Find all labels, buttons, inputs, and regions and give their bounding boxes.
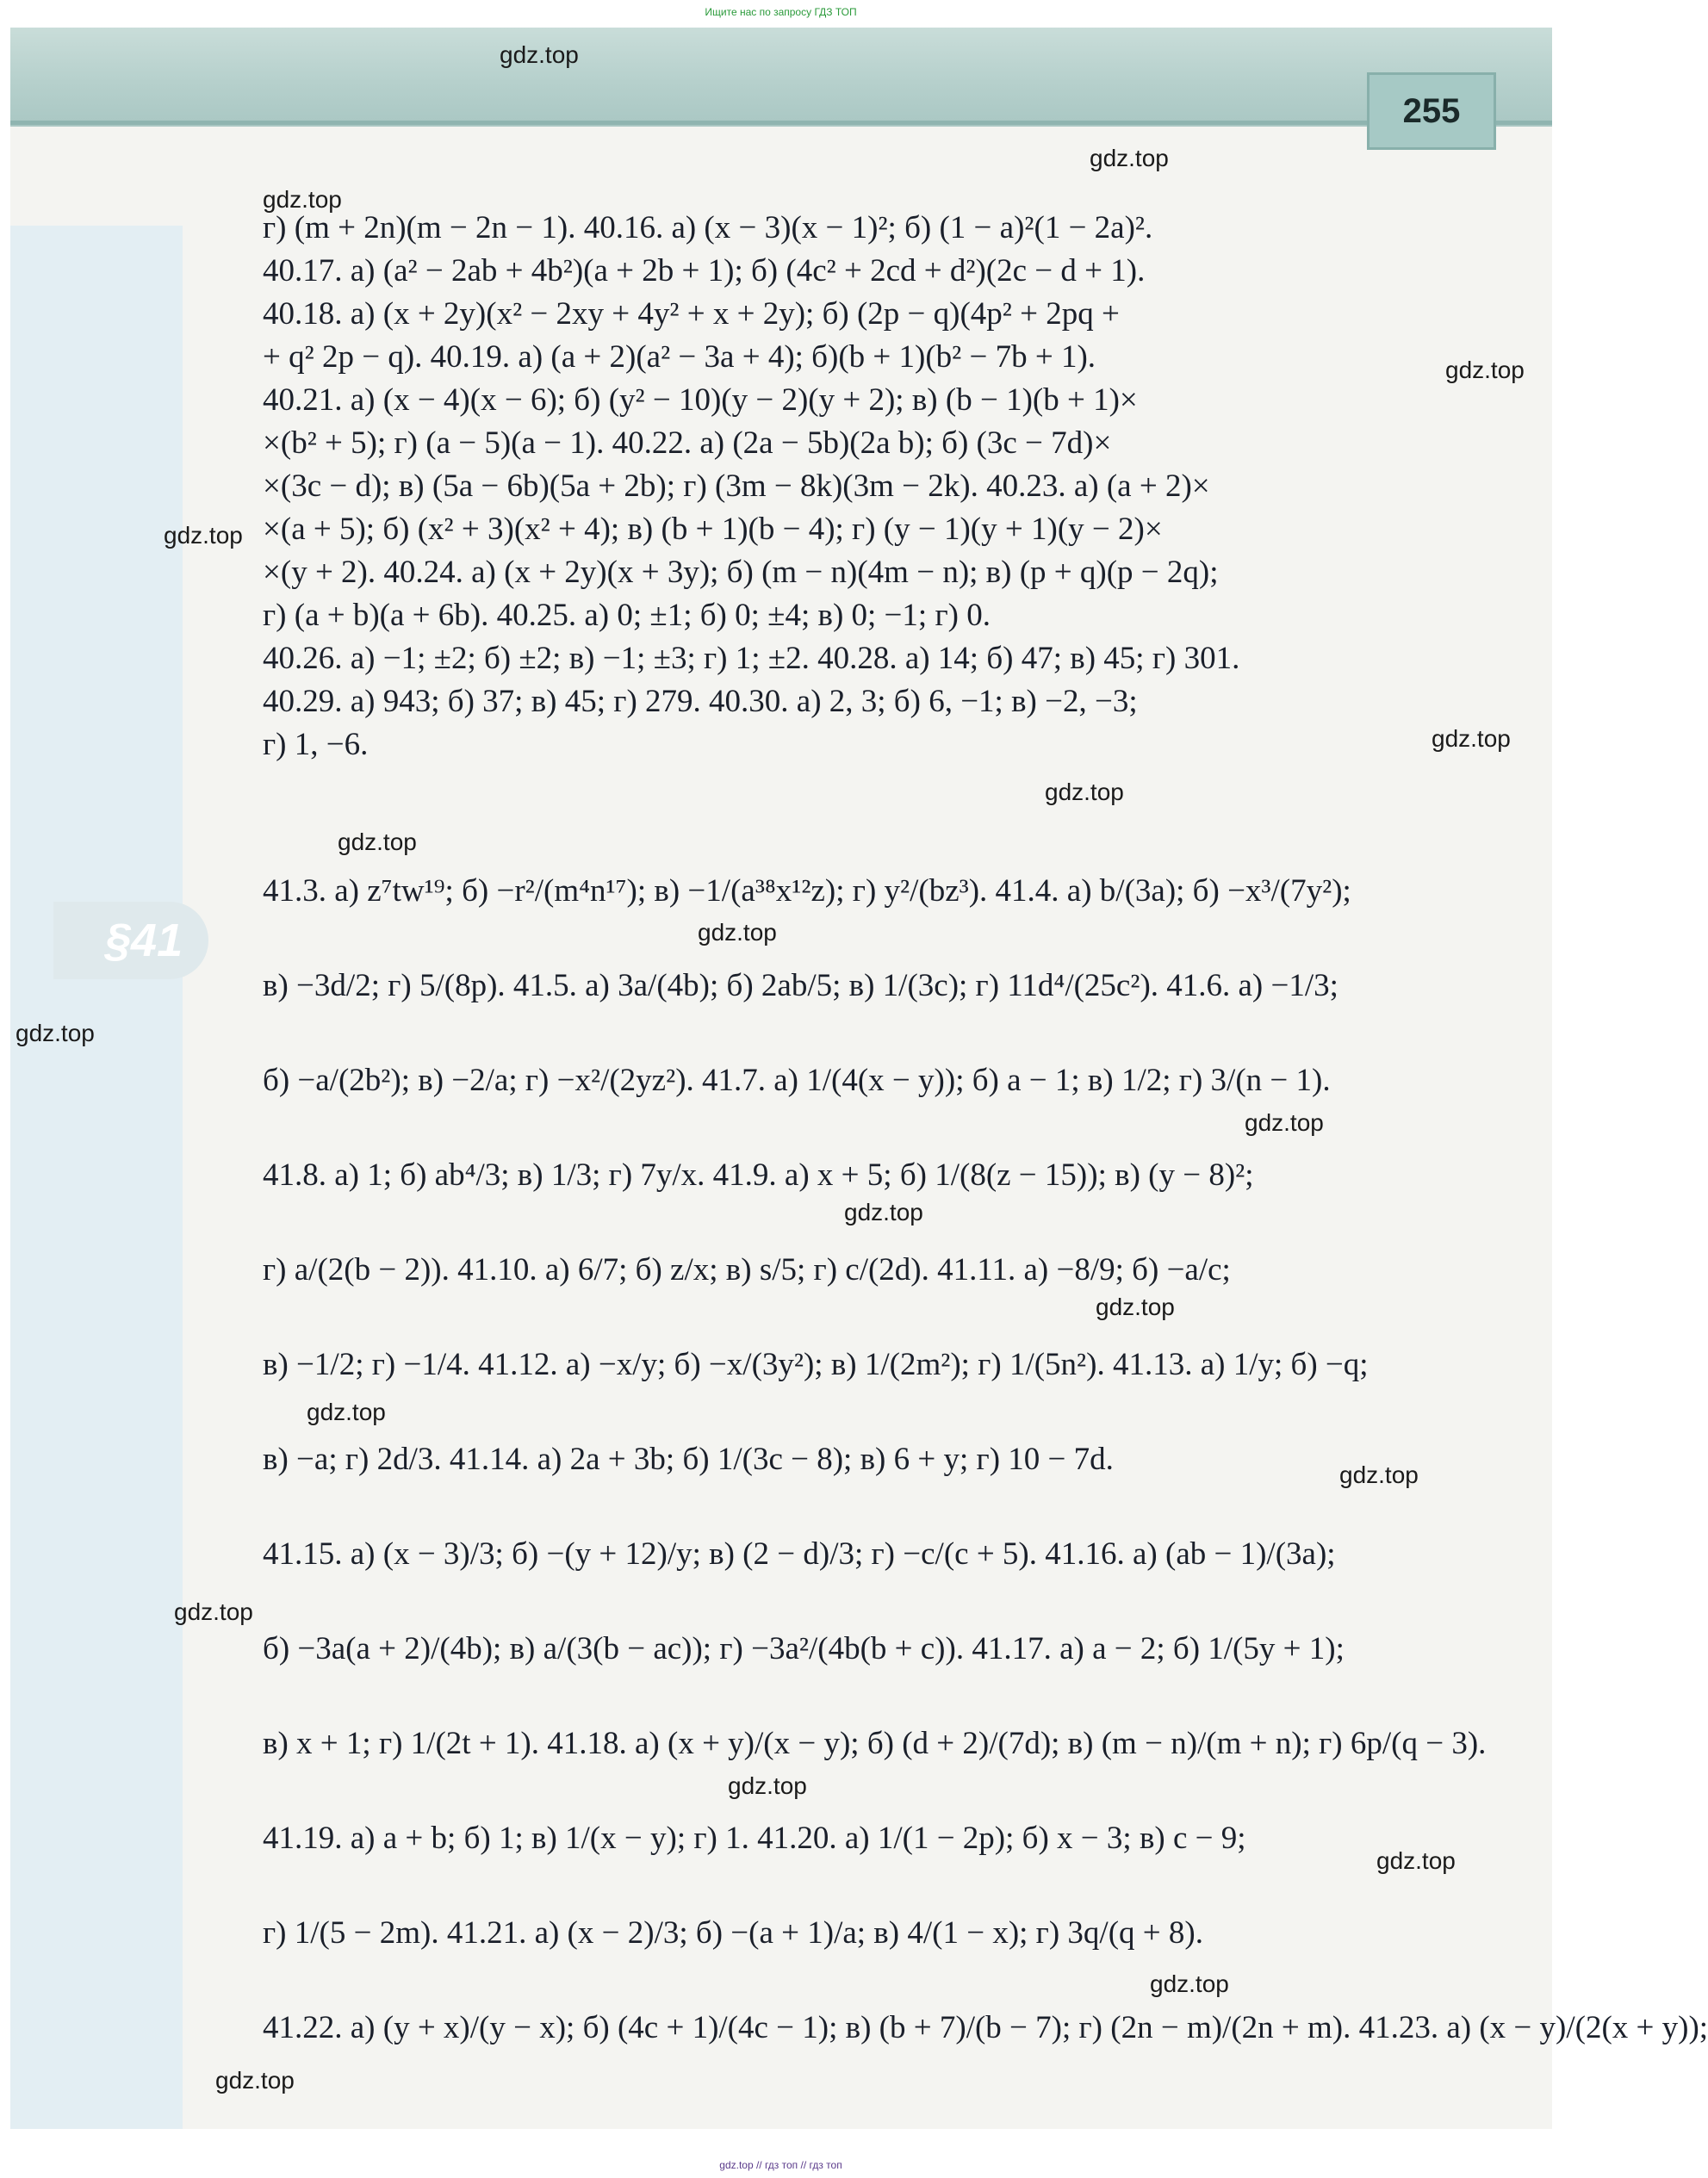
watermark: gdz.top xyxy=(1096,1294,1175,1320)
answer-line: 40.29. а) 943; б) 37; в) 45; г) 279. 40.30. а) 2, 3; б) 6, −1; в) −2, −3; xyxy=(263,684,1138,719)
watermark: gdz.top xyxy=(698,919,777,946)
bottom-banner[interactable]: gdz.top // гдз топ // гдз топ xyxy=(719,2159,842,2171)
answer-line: в) −3d/2; г) 5/(8p). 41.5. а) 3a/(4b); б) 2ab/5; в) 1/(3c); г) 11d⁴/(25c²). 41.6. а) −1/3; xyxy=(263,968,1338,1003)
watermark: gdz.top xyxy=(1245,1109,1324,1136)
side-margin-band xyxy=(10,226,183,2129)
answer-line: 41.3. а) z⁷tw¹⁹; б) −r²/(m⁴n¹⁷); в) −1/(a³⁸x¹²z); г) y²/(bz³). 41.4. а) b/(3a); б) −x³/(7y²); xyxy=(263,873,1351,909)
answer-line: 41.8. а) 1; б) ab⁴/3; в) 1/3; г) 7y/x. 41.9. а) x + 5; б) 1/(8(z − 15)); в) (y − 8)²; xyxy=(263,1157,1254,1193)
watermark: gdz.top xyxy=(16,1020,95,1046)
watermark: gdz.top xyxy=(307,1399,386,1425)
watermark: gdz.top xyxy=(1376,1847,1456,1874)
page-number: 255 xyxy=(1367,72,1496,150)
answer-line: 40.17. а) (a² − 2ab + 4b²)(a + 2b + 1); б) (4c² + 2cd + d²)(2c − d + 1). xyxy=(263,253,1146,289)
answer-line: г) 1, −6. xyxy=(263,727,369,762)
answer-line: ×(y + 2). 40.24. а) (x + 2y)(x + 3y); б) (m − n)(4m − n); в) (p + q)(p − 2q); xyxy=(263,555,1219,590)
watermark: gdz.top xyxy=(844,1199,923,1226)
answer-line: 40.26. а) −1; ±2; б) ±2; в) −1; ±3; г) 1; ±2. 40.28. а) 14; б) 47; в) 45; г) 301. xyxy=(263,641,1240,676)
watermark: gdz.top xyxy=(1432,725,1511,752)
watermark: gdz.top xyxy=(1339,1461,1419,1488)
header-band xyxy=(10,28,1552,127)
watermark: gdz.top xyxy=(1150,1970,1229,1997)
watermark: gdz.top xyxy=(1090,145,1169,171)
answer-line: + q² 2p − q). 40.19. а) (a + 2)(a² − 3a + 4); б)(b + 1)(b² − 7b + 1). xyxy=(263,339,1096,375)
watermark: gdz.top xyxy=(500,41,579,68)
watermark: gdz.top xyxy=(1045,779,1124,805)
answer-line: 41.15. а) (x − 3)/3; б) −(y + 12)/y; в) (2 − d)/3; г) −c/(c + 5). 41.16. а) (ab − 1)/(3a); xyxy=(263,1536,1336,1572)
answer-line: 40.18. а) (x + 2y)(x² − 2xy + 4y² + x + 2y); б) (2p − q)(4p² + 2pq + xyxy=(263,296,1120,332)
answer-line: г) (m + 2n)(m − 2n − 1). 40.16. а) (x − 3)(x − 1)²; б) (1 − a)²(1 − 2a)². xyxy=(263,210,1153,245)
answer-line: г) a/(2(b − 2)). 41.10. а) 6/7; б) z/x; в) s/5; г) c/(2d). 41.11. а) −8/9; б) −a/c; xyxy=(263,1252,1231,1288)
answer-line: ×(b² + 5); г) (a − 5)(a − 1). 40.22. а) (2a − 5b)(2a b); б) (3c − 7d)× xyxy=(263,425,1112,461)
watermark: gdz.top xyxy=(215,2067,295,2094)
answer-line: 40.21. а) (x − 4)(x − 6); б) (y² − 10)(y − 2)(y + 2); в) (b − 1)(b + 1)× xyxy=(263,382,1138,418)
watermark: gdz.top xyxy=(1445,357,1525,383)
answer-line: в) −a; г) 2d/3. 41.14. а) 2a + 3b; б) 1/(3c − 8); в) 6 + y; г) 10 − 7d. xyxy=(263,1442,1114,1477)
answer-line: 41.19. а) a + b; б) 1; в) 1/(x − y); г) 1. 41.20. а) 1/(1 − 2p); б) x − 3; в) c − 9; xyxy=(263,1821,1246,1856)
answer-line: г) (a + b)(a + 6b). 40.25. а) 0; ±1; б) 0; ±4; в) 0; −1; г) 0. xyxy=(263,598,991,633)
watermark: gdz.top xyxy=(338,828,417,855)
answer-line: б) −3a(a + 2)/(4b); в) a/(3(b − ac)); г) −3a²/(4b(b + c)). 41.17. а) a − 2; б) 1/(5y + 1); xyxy=(263,1631,1345,1666)
top-banner[interactable]: Ищите нас по запросу ГДЗ ТОП xyxy=(705,6,857,18)
answer-line: г) 1/(5 − 2m). 41.21. а) (x − 2)/3; б) −(a + 1)/a; в) 4/(1 − x); г) 3q/(q + 8). xyxy=(263,1915,1203,1951)
answer-line: в) −1/2; г) −1/4. 41.12. а) −x/y; б) −x/(3y²); в) 1/(2m²); г) 1/(5n²). 41.13. а) 1/y; б) −q; xyxy=(263,1347,1369,1382)
watermark: gdz.top xyxy=(728,1772,807,1799)
watermark: gdz.top xyxy=(174,1598,253,1625)
answer-line: б) −a/(2b²); в) −2/a; г) −x²/(2yz²). 41.7. а) 1/(4(x − y)); б) a − 1; в) 1/2; г) 3/(n − 1). xyxy=(263,1063,1331,1098)
answer-line: 41.22. а) (y + x)/(y − x); б) (4c + 1)/(4c − 1); в) (b + 7)/(b − 7); г) (2n − m)/(2n + m). 41.23. а) (x − y)/(2(x + y)); xyxy=(263,2010,1708,2045)
watermark: gdz.top xyxy=(164,522,243,549)
answer-line: ×(3c − d); в) (5a − 6b)(5a + 2b); г) (3m − 8k)(3m − 2k). 40.23. а) (a + 2)× xyxy=(263,468,1210,504)
header-divider xyxy=(10,121,1552,125)
answer-line: в) x + 1; г) 1/(2t + 1). 41.18. а) (x + y)/(x − y); б) (d + 2)/(7d); в) (m − n)/(m + n); г) 6p/(q − 3). xyxy=(263,1726,1487,1761)
section-label: §41 xyxy=(53,902,208,979)
watermark: gdz.top xyxy=(263,186,342,213)
answer-line: ×(a + 5); б) (x² + 3)(x² + 4); в) (b + 1)(b − 4); г) (y − 1)(y + 1)(y − 2)× xyxy=(263,512,1163,547)
